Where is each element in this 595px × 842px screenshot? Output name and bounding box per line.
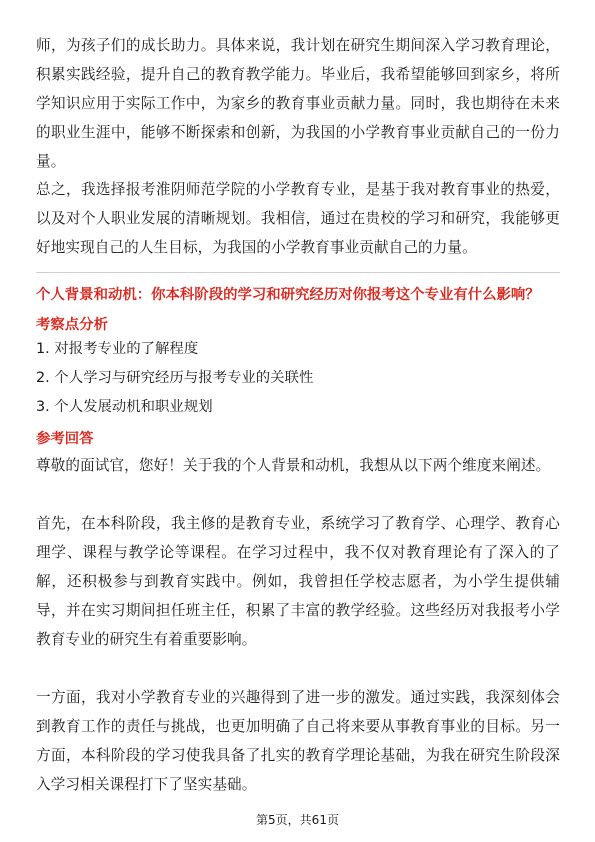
answer-paragraph: 一方面，我对小学教育专业的兴趣得到了进一步的激发。通过实践，我深刻体会到教育工作的责任与挑战，也更加明确了自己将来要从事教育事业的目标。另一方面，本科阶段的学习使我具备了扎实的教育学理论基础，为我在研究生阶段深入学习相关课程打下了坚实基础。 (36, 689, 560, 793)
analysis-point: 1. 对报考专业的了解程度 (36, 341, 199, 357)
answer-paragraph: 尊敬的面试官，您好！关于我的个人背景和动机，我想从以下两个维度来阐述。 (36, 457, 551, 474)
page-number: 第5页，共61页 (256, 813, 339, 827)
analysis-point: 3. 个人发展动机和职业规划 (36, 399, 213, 415)
section-divider (36, 272, 560, 273)
answer-paragraph: 首先，在本科阶段，我主修的是教育专业，系统学习了教育学、心理学、教育心理学、课程与教学论等课程。在学习过程中，我不仅对教育理论有了深入的了解，还积极参与到教育实践中。例如，我曾担任学校志愿者，为小学生提供辅导，并在实习期间担任班主任，积累了丰富的教学经验。这些经历对我报考小学教育专业的研究生有着重要影响。 (36, 515, 560, 648)
body-paragraph: 总之，我选择报考淮阴师范学院的小学教育专业，是基于我对教育事业的热爱，以及对个人职业发展的清晰规划。我相信，通过在贵校的学习和研究，我能够更好地实现自己的人生目标，为我国的小学教育事业贡献自己的力量。 (36, 181, 560, 256)
analysis-point: 2. 个人学习与研究经历与报考专业的关联性 (36, 370, 314, 386)
body-paragraph: 师，为孩子们的成长助力。具体来说，我计划在研究生期间深入学习教育理论，积累实践经验，提升自己的教育教学能力。毕业后，我希望能够回到家乡，将所学知识应用于实际工作中，为家乡的教育事业贡献力量。同时，我也期待在未来的职业生涯中，能够不断探索和创新，为我国的小学教育事业贡献自己的一份力量。 (36, 37, 560, 170)
answer-heading: 参考回答 (36, 431, 94, 447)
analysis-heading: 考察点分析 (36, 317, 108, 333)
interview-question: 个人背景和动机：你本科阶段的学习和研究经历对你报考这个专业有什么影响？ (36, 287, 540, 303)
